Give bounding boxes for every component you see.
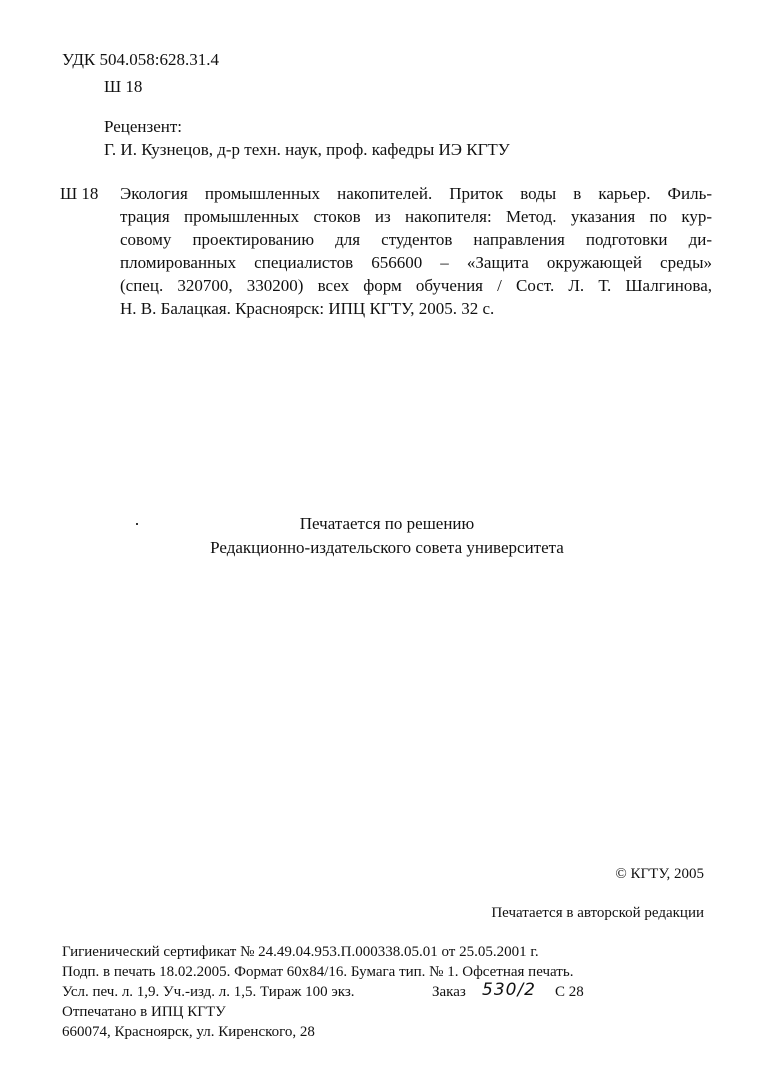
print-info: Подп. в печать 18.02.2005. Формат 60х84/16. Бумага тип. № 1. Офсетная печать. (62, 964, 574, 980)
copyright: © КГТУ, 2005 (615, 866, 704, 882)
annotation-text (120, 182, 712, 320)
annotation-line: пломированных специалистов 656600 – «Защита окружающей среды» (120, 253, 712, 272)
udk-code: УДК 504.058:628.31.4 (62, 50, 219, 69)
sheets-info: Усл. печ. л. 1,9. Уч.-изд. л. 1,5. Тираж 100 экз. (62, 984, 355, 1000)
annotation-line: (спец. 320700, 330200) всех форм обучения / Сост. Л. Т. Шалгинова, (120, 276, 712, 295)
order-number-handwritten: 530/2 (482, 980, 536, 1000)
edition-note: Печатается в авторской редакции (491, 905, 704, 921)
annotation-line: совому проектированию для студентов направления подготовки ди- (120, 230, 712, 249)
annotation-line: Н. В. Балацкая. Красноярск: ИПЦ КГТУ, 2005. 32 с. (120, 299, 495, 318)
annotation-line: Экология промышленных накопителей. Приток воды в карьер. Филь- (120, 184, 712, 203)
annotation-line: трация промышленных стоков из накопителя: Метод. указания по кур- (120, 207, 712, 226)
printer-address: 660074, Красноярск, ул. Киренского, 28 (62, 1024, 315, 1040)
printed-at: Отпечатано в ИПЦ КГТУ (62, 1004, 226, 1020)
approval-line-1: Печатается по решению (299, 514, 475, 533)
approval-line-2: Редакционно-издательского совета университета (210, 538, 564, 557)
page-code: С 28 (555, 984, 584, 1000)
hygiene-certificate: Гигиенический сертификат № 24.49.04.953.П.000338.05.01 от 25.05.2001 г. (62, 944, 539, 960)
order-label: Заказ (432, 984, 466, 1000)
reviewer-name: Г. И. Кузнецов, д-р техн. наук, проф. кафедры ИЭ КГТУ (104, 140, 510, 159)
reviewer-label: Рецензент: (104, 117, 183, 136)
annotation-code: Ш 18 (60, 184, 99, 203)
bbk-code: Ш 18 (104, 77, 143, 96)
